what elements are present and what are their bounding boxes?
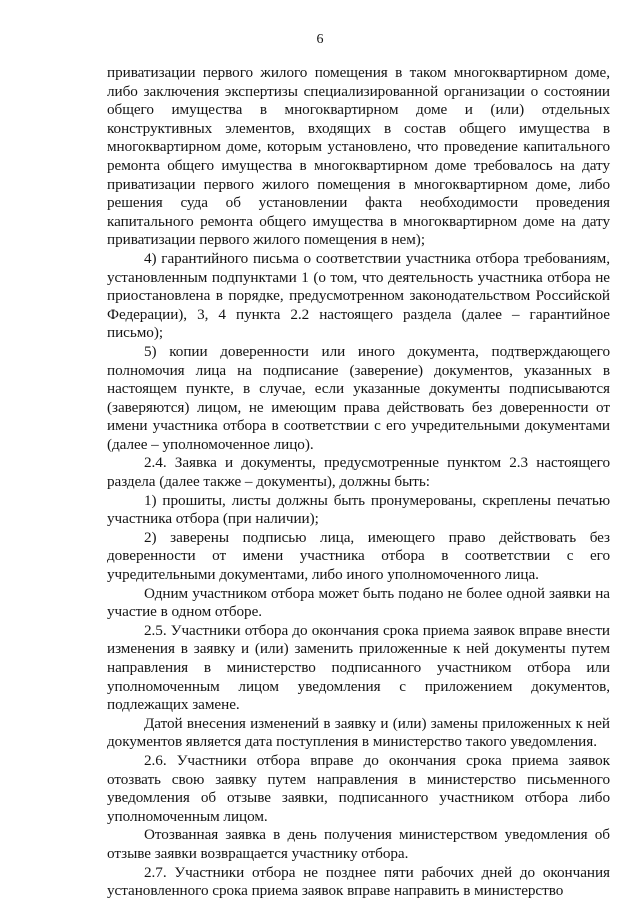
paragraph-item-5: 5) копии доверенности или иного документа, подтверждающего полномочия лица на подписание (заверение) документов, указанных в настоящем пункте, в случае, если указанные документы подписываются (заверяются) лицом, не имеющим права действовать без доверенности от имени участника отбора в соответствии с его учредительными документами (далее – уполномоченное лицо). [107, 342, 610, 453]
paragraph-section-2-7: 2.7. Участники отбора не позднее пяти рабочих дней до окончания установленного срока приема заявок вправе направить в министерство [107, 863, 610, 900]
paragraph-item-4: 4) гарантийного письма о соответствии участника отбора требованиям, установленным подпунктами 1 (о том, что деятельность участника отбора не приостановлена в порядке, предусмотренном законодательством Российской Федерации), 3, 4 пункта 2.2 настоящего раздела (далее – гарантийное письмо); [107, 249, 610, 342]
paragraph-section-2-4: 2.4. Заявка и документы, предусмотренные пунктом 2.3 настоящего раздела (далее также – документы), должны быть: [107, 454, 610, 491]
paragraph-2-4-item-1: 1) прошиты, листы должны быть пронумерованы, скреплены печатью участника отбора (при наличии); [107, 491, 610, 528]
paragraph-section-2-6: 2.6. Участники отбора вправе до окончания срока приема заявок отозвать свою заявку путем направления в министерство письменного уведомления об отзыве заявки, подписанного участником отбора либо уполномоченным лицом. [107, 751, 610, 825]
paragraph-change-date: Датой внесения изменений в заявку и (или) замены приложенных к ней документов является дата поступления в министерство такого уведомления. [107, 714, 610, 751]
paragraph-continuation: приватизации первого жилого помещения в таком многоквартирном доме, либо заключения экспертизы специализированной организации о состоянии общего имущества в многоквартирном доме и (или) отдельных конструктивных элементов, входящих в состав общего имущества в многоквартирном доме, которым установлено, что проведение капитального ремонта общего имущества в многоквартирном доме требовалось на дату приватизации первого жилого помещения в многоквартирном доме, либо решения суда об установлении факта необходимости проведения капитального ремонта общего имущества в многоквартирном доме на дату приватизации первого жилого помещения в нем); [107, 64, 610, 249]
body-text [107, 64, 610, 901]
paragraph-2-4-item-2: 2) заверены подписью лица, имеющего право действовать без доверенности от имени участника отбора в соответствии с его учредительными документами, либо иного уполномоченного лица. [107, 528, 610, 584]
paragraph-withdrawn: Отозванная заявка в день получения министерством уведомления об отзыве заявки возвращается участнику отбора. [107, 826, 610, 862]
paragraph-one-application: Одним участником отбора может быть подано не более одной заявки на участие в одном отборе. [107, 584, 610, 621]
page-number: 6 [316, 32, 324, 47]
paragraph-section-2-5: 2.5. Участники отбора до окончания срока приема заявок вправе внести изменения в заявку и (или) заменить приложенные к ней документы путем направления в министерство подписанного участником отбора или уполномоченным лицом уведомления с приложением документов, подлежащих замене. [107, 621, 610, 714]
